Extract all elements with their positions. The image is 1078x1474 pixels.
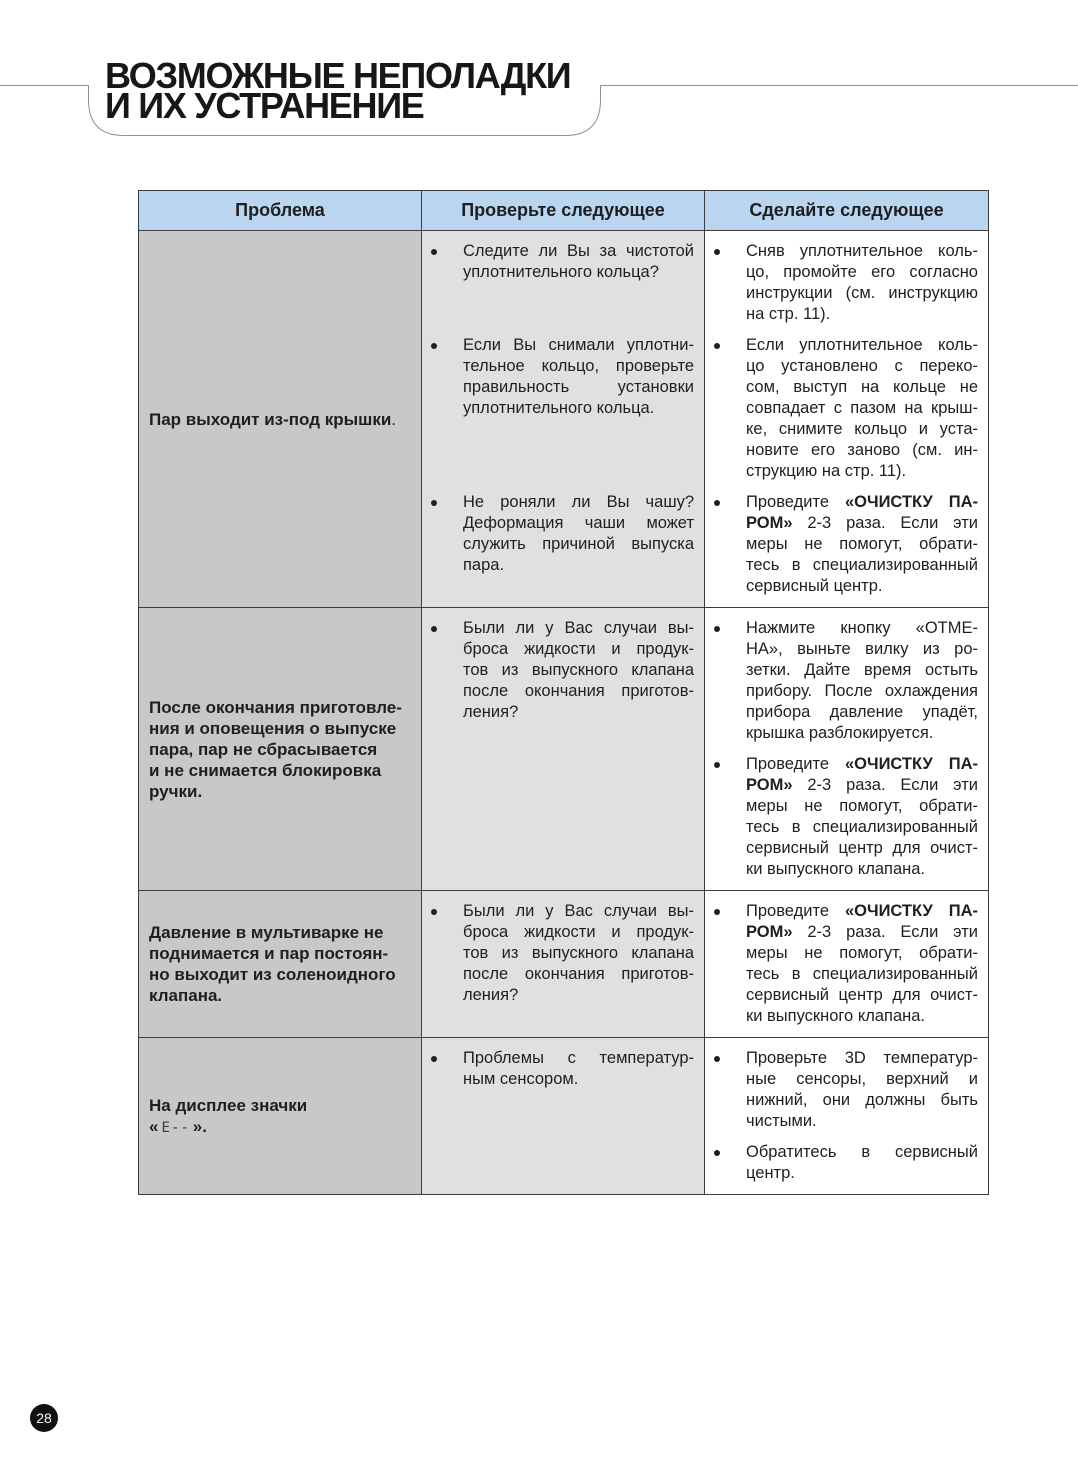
action-text (746, 618, 978, 744)
action-line: сервисный центр. (746, 577, 883, 595)
problem-line: поднимается и пар постоян- (149, 944, 389, 963)
action-line: цо установлено с переко- (746, 357, 978, 375)
bullet-marker (714, 618, 746, 639)
action-cell (705, 754, 989, 891)
bullet-icon (714, 909, 720, 915)
action-line (746, 775, 978, 796)
action-text (746, 1048, 978, 1132)
action-bullet-item (714, 618, 978, 744)
page-number-badge (30, 1404, 58, 1432)
problem-cell (139, 891, 422, 1038)
action-line: инструкции (см. инструкцию (746, 284, 978, 302)
text-segment: 2-3 раза. Если эти (792, 776, 978, 794)
problem-line (149, 409, 396, 430)
bold-text-segment: «ОЧИСТКУ ПА- (844, 493, 978, 511)
problem-text (149, 409, 396, 430)
text-segment: Проведите (746, 902, 845, 920)
action-line: центр. (746, 1164, 795, 1182)
check-bullet-item (431, 492, 694, 576)
check-bullet-item (431, 1048, 694, 1090)
action-cell (705, 492, 989, 608)
check-line: служить причиной выпуска (463, 535, 694, 553)
action-line: Сняв уплотнительное коль- (746, 242, 978, 260)
action-cell (705, 231, 989, 335)
action-bullet-item (714, 492, 978, 597)
check-line: тов из выпускного клапана (463, 944, 694, 962)
check-line: броса жидкости и продук- (463, 923, 694, 941)
action-line: ки выпускного клапана. (746, 1007, 926, 1025)
text-segment: Пар выходит из-под крышки (149, 409, 392, 429)
problem-text (149, 922, 396, 1006)
check-line: ления? (463, 703, 519, 721)
action-line: цо, промойте его согласно (746, 263, 978, 281)
check-line: броса жидкости и продук- (463, 640, 694, 658)
check-cell (422, 608, 705, 754)
bullet-icon (431, 909, 437, 915)
text-segment: 2-3 раза. Если эти (792, 923, 978, 941)
bullet-icon (714, 762, 720, 768)
action-bullet-item (714, 1142, 978, 1184)
bold-text-segment: РОМ» (746, 514, 793, 532)
action-line: ке, снимите кольцо и уста- (746, 420, 978, 438)
check-text (463, 335, 694, 419)
action-text (746, 1142, 978, 1184)
check-cell (422, 1038, 705, 1142)
check-line: Деформация чаши может (463, 514, 694, 532)
bold-text-segment: «ОЧИСТКУ ПА- (844, 755, 978, 773)
text-segment: Проведите (746, 755, 845, 773)
problem-cell (139, 1038, 422, 1195)
bullet-icon (714, 1056, 720, 1062)
action-line: ки выпускного клапана. (746, 860, 926, 878)
bold-text-segment: «ОЧИСТКУ ПА- (844, 902, 978, 920)
bullet-marker (714, 241, 746, 262)
check-bullet-item (431, 901, 694, 1006)
problem-text (149, 1095, 307, 1137)
action-text (746, 335, 978, 482)
action-line: меры не помогут, обрати- (746, 944, 978, 962)
check-cell (422, 335, 705, 492)
check-line: после окончания приготов- (463, 682, 694, 700)
action-line: сервисный центр для очист- (746, 986, 978, 1004)
text-segment: 2-3 раза. Если эти (792, 514, 978, 532)
bullet-marker (431, 241, 463, 262)
bullet-marker (431, 901, 463, 922)
action-line: НА», выньте вилку из ро- (746, 640, 978, 658)
bullet-marker (431, 492, 463, 513)
check-text (463, 241, 694, 283)
problem-line: и не снимается блокировка (149, 760, 382, 780)
plain-text-segment: . (391, 409, 397, 429)
action-cell (705, 891, 989, 1038)
action-line: меры не помогут, обрати- (746, 797, 978, 815)
bullet-marker (714, 901, 746, 922)
check-cell (422, 891, 705, 1038)
check-line: ления? (463, 986, 519, 1004)
problem-line: ручки. (149, 781, 203, 801)
check-text (463, 492, 694, 576)
bullet-icon (714, 1150, 720, 1156)
check-bullet-item (431, 335, 694, 419)
problem-cell (139, 231, 422, 608)
action-line: Нажмите кнопку «ОТМЕ- (746, 619, 978, 637)
page-title (105, 55, 571, 126)
check-line: Если Вы снимали уплотни- (463, 336, 694, 354)
bullet-marker (714, 492, 746, 513)
check-line: правильность установки (463, 378, 694, 396)
action-line: нижний, они должны быть (746, 1091, 978, 1109)
problem-line: ния и оповещения о выпуске (149, 718, 397, 738)
action-bullet-item (714, 241, 978, 325)
table-row (139, 891, 989, 1038)
action-cell (705, 1038, 989, 1142)
bullet-marker (431, 1048, 463, 1069)
display-code-glyph: E-- (161, 1120, 190, 1136)
action-cell (705, 335, 989, 492)
check-text (463, 618, 694, 723)
check-line: Были ли у Вас случаи вы- (463, 619, 694, 637)
action-line: новите его заново (см. ин- (746, 441, 978, 459)
check-line: уплотнительного кольца? (463, 263, 659, 281)
action-text (746, 492, 978, 597)
table-header-row (139, 191, 989, 231)
troubleshooting-table (138, 190, 989, 1195)
action-line: Проверьте 3D температур- (746, 1049, 978, 1067)
table-row (139, 231, 989, 608)
check-line: после окончания приготов- (463, 965, 694, 983)
action-line: совпадает с пазом на крыш- (746, 399, 978, 417)
bullet-icon (714, 626, 720, 632)
action-bullet-item (714, 1048, 978, 1132)
action-bullet-item (714, 901, 978, 1027)
bullet-marker (714, 335, 746, 356)
action-bullet-item (714, 335, 978, 482)
bullet-marker (714, 1142, 746, 1163)
action-line (746, 492, 978, 513)
problem-line (149, 1116, 307, 1137)
bullet-icon (714, 500, 720, 506)
table-body (139, 231, 989, 1195)
action-line (746, 901, 978, 922)
check-cell (422, 754, 705, 891)
table-row (139, 1038, 989, 1195)
action-line: тесь в специализированный (746, 818, 978, 836)
action-line: чистыми. (746, 1112, 817, 1130)
bullet-icon (431, 500, 437, 506)
check-bullet-item (431, 241, 694, 283)
action-line: прибору. После охлаждения (746, 682, 978, 700)
action-text (746, 241, 978, 325)
action-line: сом, выступ на кольце не (746, 378, 978, 396)
bullet-marker (714, 754, 746, 775)
action-line (746, 754, 978, 775)
action-line: тесь в специализированный (746, 965, 978, 983)
action-line: на стр. 11). (746, 305, 831, 323)
action-line (746, 922, 978, 943)
action-text (746, 754, 978, 880)
check-text (463, 1048, 694, 1090)
action-line: прибора давление упадёт, (746, 703, 978, 721)
bullet-icon (714, 249, 720, 255)
action-line: тесь в специализированный (746, 556, 978, 574)
problem-text (149, 697, 402, 802)
problem-line: Давление в мультиварке не (149, 923, 384, 942)
check-cell (422, 231, 705, 335)
text-segment: « (149, 1117, 159, 1136)
check-text (463, 901, 694, 1006)
action-line: Обратитесь в сервисный (746, 1143, 978, 1161)
problem-line: клапана. (149, 986, 223, 1005)
text-segment: Проведите (746, 493, 845, 511)
column-header-action: Сделайте следующее (705, 191, 989, 231)
check-line: пара. (463, 556, 505, 574)
text-segment: ». (192, 1117, 207, 1136)
bullet-icon (431, 249, 437, 255)
page-title-line-1: ВОЗМОЖНЫЕ НЕПОЛАДКИ (105, 55, 571, 96)
problem-line: пара, пар не сбрасывается (149, 739, 378, 759)
check-line: тов из выпускного клапана (463, 661, 694, 679)
action-line: ные сенсоры, верхний и (746, 1070, 978, 1088)
action-text (746, 901, 978, 1027)
check-cell (422, 492, 705, 608)
bold-text-segment: РОМ» (746, 776, 793, 794)
check-line: уплотнительного кольца. (463, 399, 655, 417)
column-header-problem: Проблема (139, 191, 422, 231)
action-line: меры не помогут, обрати- (746, 535, 978, 553)
bullet-marker (714, 1048, 746, 1069)
action-line: струкцию на стр. 11). (746, 462, 907, 480)
action-line: зетки. Дайте время остыть (746, 661, 978, 679)
action-cell (705, 1142, 989, 1195)
check-line: Проблемы с температур- (463, 1049, 694, 1067)
check-line: Были ли у Вас случаи вы- (463, 902, 694, 920)
action-line (746, 513, 978, 534)
bold-text-segment: РОМ» (746, 923, 793, 941)
problem-line: но выходит из соленоидного (149, 965, 396, 984)
column-header-check: Проверьте следующее (422, 191, 705, 231)
problem-cell (139, 608, 422, 891)
action-cell (705, 608, 989, 754)
check-line: ным сенсором. (463, 1070, 579, 1088)
bullet-icon (431, 343, 437, 349)
problem-line: После окончания приготовле- (149, 697, 402, 717)
bullet-icon (714, 343, 720, 349)
action-line: Если уплотнительное коль- (746, 336, 978, 354)
table-row (139, 608, 989, 891)
page-number: 28 (36, 1410, 52, 1426)
action-line: сервисный центр для очист- (746, 839, 978, 857)
bullet-icon (431, 626, 437, 632)
check-line: тельное кольцо, проверьте (463, 357, 694, 375)
page-title-line-2: И ИХ УСТРАНЕНИЕ (105, 85, 424, 126)
action-bullet-item (714, 754, 978, 880)
problem-line: На дисплее значки (149, 1096, 308, 1115)
check-bullet-item (431, 618, 694, 723)
check-line: Не роняли ли Вы чашу? (463, 493, 694, 511)
check-line: Следите ли Вы за чистотой (463, 242, 694, 260)
check-cell (422, 1142, 705, 1195)
bullet-marker (431, 335, 463, 356)
bullet-icon (431, 1056, 437, 1062)
bullet-marker (431, 618, 463, 639)
action-line: крышка разблокируется. (746, 724, 934, 742)
